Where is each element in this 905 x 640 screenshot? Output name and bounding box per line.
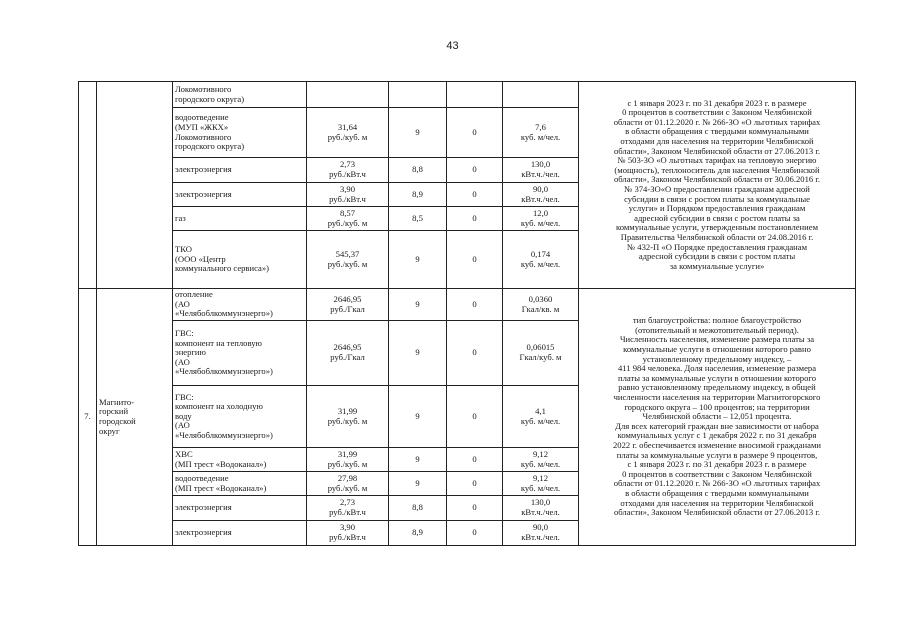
service-name (173, 472, 307, 496)
tariff-value (307, 207, 389, 231)
text-line: электроэнергия (175, 502, 232, 513)
text-line: руб./кВт.ч (329, 532, 366, 542)
text-line: куб. м/чел. (520, 258, 561, 269)
text-line: Магнито- (99, 396, 134, 407)
text-line: № 374-ЗО«О предоставлении гражданам адресной (624, 184, 810, 194)
text-line: руб./куб. м (327, 458, 368, 469)
service-name (173, 158, 307, 183)
growth-index: 9 (389, 472, 447, 496)
service-name (173, 108, 307, 158)
growth-index: 9 (389, 231, 447, 289)
text-line: 31,99 (337, 405, 358, 416)
text-line: кВт.ч./чел. (521, 507, 560, 517)
service-name (173, 321, 307, 386)
row-number: 7. (79, 289, 97, 546)
municipality (97, 289, 173, 546)
text-line: 9,12 (532, 448, 549, 459)
text-line: (МУП «ЖКХ» (175, 121, 229, 132)
text-line: за коммунальные услуги» (669, 260, 765, 271)
text-line: ГВС: (175, 391, 194, 402)
service-name (173, 183, 307, 207)
text-line: куб. м/чел. (520, 415, 561, 426)
text-line: городской (99, 416, 136, 426)
text-line: водоотведение (175, 112, 229, 123)
growth-index: 8,8 (389, 158, 447, 183)
share-value: 0 (447, 321, 503, 386)
text-line: Челябинской области – 12,051 процента. (642, 411, 792, 422)
text-line: адресной субсидии в связи с ростом платы (638, 251, 796, 262)
text-line: руб./куб. м (327, 415, 368, 426)
growth-index: 8,8 (389, 496, 447, 521)
text-line: 8,57 (339, 207, 356, 218)
text-line: 2022 г. обеспечивается изменение вносимой гражданами (612, 439, 822, 450)
text-line: электроэнергия (175, 527, 232, 538)
share-value: 0 (447, 158, 503, 183)
municipality (97, 82, 173, 289)
text-line: куб. м/чел. (520, 482, 561, 493)
text-line: газ (175, 212, 186, 223)
note-text (579, 82, 856, 289)
text-line: компонент на тепловую (175, 337, 262, 348)
service-name (173, 231, 307, 289)
service-name (173, 448, 307, 472)
consumption-volume (503, 448, 579, 472)
text-line: 9,12 (532, 472, 549, 483)
tariff-value (307, 183, 389, 207)
share-value: 0 (447, 207, 503, 231)
text-line: отходами для населения на территории Челябинской (620, 136, 814, 147)
text-line: области», Законом Челябинской области от 27.06.2013 г. (613, 507, 821, 518)
consumption-volume (503, 183, 579, 207)
text-line: куб. м/чел. (520, 131, 561, 142)
share-value: 0 (447, 472, 503, 496)
text-line: в области обращения с твердыми коммунальными (625, 487, 809, 498)
text-line: 7,6 (535, 121, 546, 132)
growth-index: 9 (389, 386, 447, 448)
text-line: руб./Гкал (330, 303, 365, 314)
text-line: 411 984 человека. Доля населения, изменение размера (617, 363, 817, 374)
text-line: ГВС: (175, 328, 194, 339)
text-line: (мощность), теплоноситель для населения Челябинской (614, 164, 820, 175)
text-line: воду (175, 410, 192, 421)
text-line: 2,73 (339, 497, 356, 508)
text-line: руб./куб. м (327, 482, 368, 493)
text-line: городского округа) (175, 93, 245, 104)
text-line: 3,90 (339, 183, 356, 194)
consumption-volume (503, 158, 579, 183)
text-line: субсидии в связи с ростом платы за коммунальные (624, 193, 810, 204)
text-line: № 503-ЗО «О льготных тарифах на тепловую энергию (617, 155, 817, 166)
text-line: тип благоустройства: полное благоустройство (632, 315, 802, 326)
growth-index: 9 (389, 321, 447, 386)
text-line: 0,174 (530, 248, 551, 259)
text-line: установленному предельному индексу, – (642, 353, 792, 364)
text-line: городского округа – 100 процентов; на территории (624, 401, 810, 412)
service-name (173, 386, 307, 448)
consumption-volume (503, 472, 579, 496)
text-line: Численность населения, изменение размера платы за (619, 334, 815, 345)
tariff-value (307, 472, 389, 496)
text-line: Гкал/кв. м (521, 303, 560, 314)
share-value: 0 (447, 231, 503, 289)
text-line: коммунальные услуги в отношении которого равно (623, 344, 811, 355)
text-line: платы за коммунальные услуги в размере 9 процентов, (616, 449, 818, 460)
text-line: городского округа) (175, 141, 245, 152)
text-line: Для всех категорий граждан вне зависимости от набора (615, 420, 819, 431)
share-value: 0 (447, 183, 503, 207)
tariff-value (307, 386, 389, 448)
text-line: коммунального сервиса») (175, 263, 269, 274)
text-line: области от 01.12.2020 г. № 266-ЗО «О льготных тарифах (613, 116, 821, 127)
growth-index: 8,9 (389, 183, 447, 207)
consumption-volume (503, 82, 579, 108)
text-line: Гкал/куб. м (519, 352, 562, 362)
text-line: 12,0 (532, 207, 549, 218)
text-line: 90,0 (532, 522, 549, 533)
text-line: отопление (175, 289, 213, 300)
consumption-volume (503, 108, 579, 158)
tariff-value (307, 158, 389, 183)
table-row (79, 289, 856, 321)
text-line: Правительства Челябинской области от 24.08.2016 г. (620, 231, 814, 242)
text-line: области», Законом Челябинской области от 30.06.2016 г. (613, 174, 821, 185)
text-line: области», Законом Челябинской области от 27.06.2013 г. (613, 145, 821, 156)
text-line: округ (99, 425, 120, 436)
text-line: (АО (175, 298, 190, 309)
service-name (173, 521, 307, 546)
text-line: (МП трест «Водоканал») (175, 482, 267, 493)
text-line: (МП трест «Водоканал») (175, 458, 267, 469)
text-line: № 432-П «О Порядке предоставления гражданам (626, 241, 808, 252)
text-line: адресной субсидии в связи с ростом платы за (634, 212, 800, 223)
text-line: 3,90 (339, 522, 356, 533)
text-line: (отопительный и межотопительный период). (635, 324, 799, 335)
text-line: «Челябоблкоммунэнерго») (175, 429, 273, 440)
note-text (579, 289, 856, 546)
text-line: с 1 января 2023 г. по 31 декабря 2023 г. в размере (627, 97, 807, 108)
tariff-value (307, 448, 389, 472)
share-value: 0 (447, 496, 503, 521)
growth-index: 9 (389, 289, 447, 321)
text-line: руб./куб. м (327, 217, 368, 228)
tariff-value (307, 108, 389, 158)
row-number (79, 82, 97, 289)
consumption-volume (503, 386, 579, 448)
text-line: 2646,95 (333, 293, 362, 304)
text-line: 130,0 (530, 497, 551, 508)
text-line: кВт.ч./чел. (521, 169, 560, 179)
text-line: платы за коммунальные услуги в отношении которого (617, 372, 817, 383)
text-line: руб./Гкал (330, 352, 365, 362)
consumption-volume (503, 207, 579, 231)
text-line: водоотведение (175, 472, 229, 483)
text-line: 90,0 (532, 183, 549, 194)
tariff-value (307, 231, 389, 289)
text-line: кВт.ч./чел. (521, 193, 560, 204)
text-line: 545,37 (335, 248, 360, 259)
share-value: 0 (447, 289, 503, 321)
text-line: численности населения на территории Магнитогорского (613, 392, 821, 403)
share-value: 0 (447, 448, 503, 472)
text-line: энергию (175, 347, 206, 358)
text-line: руб./кВт.ч (329, 169, 366, 179)
text-line: куб. м/чел. (520, 217, 561, 228)
growth-index: 8,5 (389, 207, 447, 231)
text-line: равно установленному предельному индексу, в общей (618, 382, 816, 393)
text-line: электроэнергия (175, 164, 232, 175)
text-line: «Челябоблкоммунэнерго») (175, 308, 273, 319)
text-line: в области обращения с твердыми коммунальными (625, 126, 809, 137)
consumption-volume (503, 289, 579, 321)
share-value: 0 (447, 108, 503, 158)
service-name (173, 289, 307, 321)
growth-index: 9 (389, 448, 447, 472)
text-line: (АО (175, 420, 190, 431)
text-line: (ООО «Центр (175, 253, 226, 264)
text-line: 31,64 (337, 121, 358, 132)
text-line: «Челябоблкоммунэнерго») (175, 366, 273, 377)
tariff-value (307, 496, 389, 521)
text-line: руб./кВт.ч (329, 507, 366, 517)
text-line: с 1 января 2023 г. по 31 декабря 2023 г. в размере (627, 459, 807, 470)
text-line: ТКО (175, 244, 192, 255)
text-line: куб. м/чел. (520, 458, 561, 469)
share-value: 0 (447, 521, 503, 546)
text-line: 2646,95 (333, 342, 362, 353)
text-line: электроэнергия (175, 188, 232, 199)
text-line: области от 01.12.2020 г. № 266-ЗО «О льготных тарифах (613, 478, 821, 489)
text-line: ХВС (175, 448, 193, 459)
text-line: кВт.ч./чел. (521, 532, 560, 542)
text-line: компонент на холодную (175, 401, 263, 412)
text-line: Локомотивного (175, 131, 232, 142)
text-line: 4,1 (535, 405, 546, 416)
consumption-volume (503, 521, 579, 546)
growth-index (389, 82, 447, 108)
service-name (173, 496, 307, 521)
tariff-value (307, 289, 389, 321)
text-line: 0,0360 (528, 293, 553, 304)
text-line: 27,98 (337, 472, 358, 483)
tariff-table (78, 81, 856, 546)
tariff-value (307, 321, 389, 386)
growth-index: 8,9 (389, 521, 447, 546)
text-line: (АО (175, 356, 190, 367)
text-line: Локомотивного (175, 83, 232, 94)
text-line: коммунальные услуги, утвержденным постановлением (615, 222, 819, 233)
text-line: 130,0 (530, 159, 551, 170)
share-value: 0 (447, 386, 503, 448)
consumption-volume (503, 496, 579, 521)
page-number: 43 (446, 40, 459, 52)
text-line: руб./куб. м (327, 131, 368, 142)
table-row (79, 82, 856, 108)
service-name (173, 82, 307, 108)
tariff-value (307, 82, 389, 108)
share-value (447, 82, 503, 108)
consumption-volume (503, 321, 579, 386)
text-line: горский (99, 406, 129, 417)
text-line: 31,99 (337, 448, 358, 459)
text-line: 0,06015 (526, 342, 555, 353)
text-line: руб./куб. м (327, 258, 368, 269)
text-line: услуги» и Порядком предоставления гражданам (628, 203, 806, 214)
tariff-value (307, 521, 389, 546)
service-name (173, 207, 307, 231)
text-line: отходами для населения на территории Челябинской (620, 497, 814, 508)
consumption-volume (503, 231, 579, 289)
text-line: 0 процентов в соответствии с Законом Челябинской (622, 468, 812, 479)
text-line: коммунальных услуг с 1 декабря 2022 г. по 31 декабря (617, 430, 817, 441)
growth-index: 9 (389, 108, 447, 158)
text-line: 2,73 (339, 159, 356, 170)
text-line: руб./кВт.ч (329, 193, 366, 204)
text-line: 0 процентов в соответствии с Законом Челябинской (622, 107, 812, 118)
